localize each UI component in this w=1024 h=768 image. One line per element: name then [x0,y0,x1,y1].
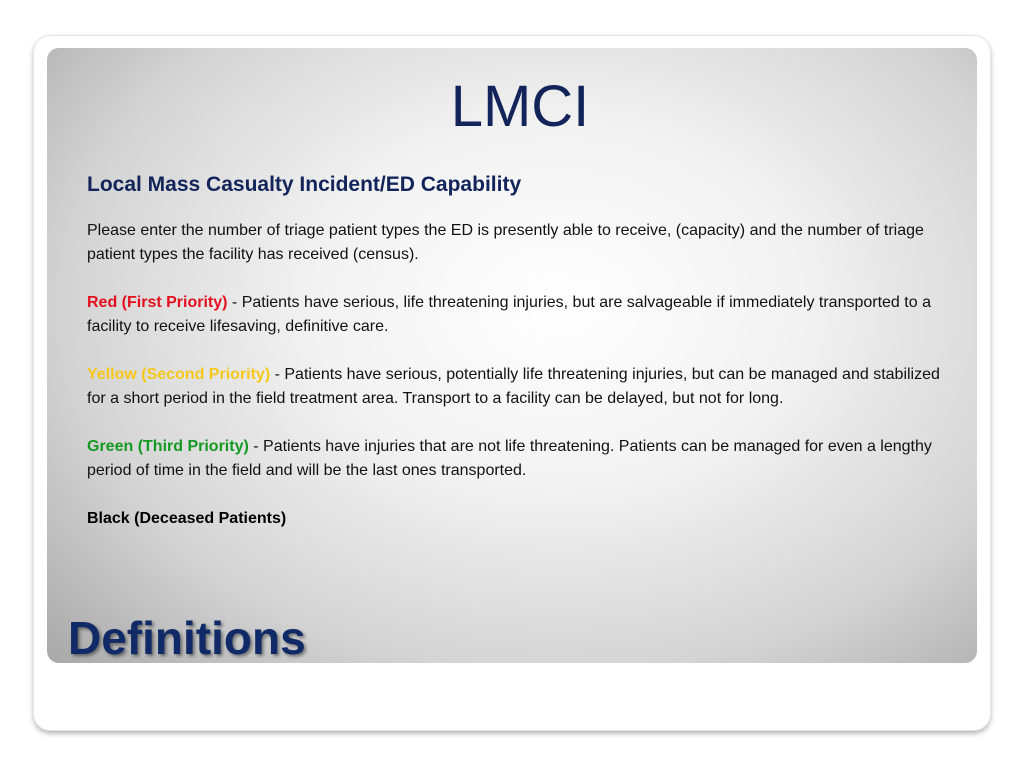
slide-content [87,171,947,555]
black-deceased-label: Black (Deceased Patients) [87,510,287,527]
definition-black [87,507,947,531]
definition-red [87,291,947,339]
red-priority-description: - Patients have serious, life threatening injuries, but are salvageable if immediately transported to a facility to receive lifesaving, definitive care. [87,294,931,335]
slide-subtitle: Local Mass Casualty Incident/ED Capability [87,173,522,196]
definition-green [87,435,947,483]
intro-paragraph: Please enter the number of triage patient types the ED is presently able to receive, (capacity) and the number of triage patient types the facility has received (census). [87,222,924,263]
green-priority-label: Green (Third Priority) [87,438,249,455]
yellow-priority-label: Yellow (Second Priority) [87,366,271,383]
slide-title: LMCI [450,74,590,139]
yellow-priority-description: - Patients have serious, potentially life threatening injuries, but can be managed and stabilized for a short period in the field treatment area. Transport to a facility can be delayed, but not for long. [87,366,940,407]
green-priority-description: - Patients have injuries that are not life threatening. Patients can be managed for even a lengthy period of time in the field and will be the last ones transported. [87,438,932,479]
definition-yellow [87,363,947,411]
definitions-heading: Definitions [68,612,306,664]
red-priority-label: Red (First Priority) [87,294,228,311]
